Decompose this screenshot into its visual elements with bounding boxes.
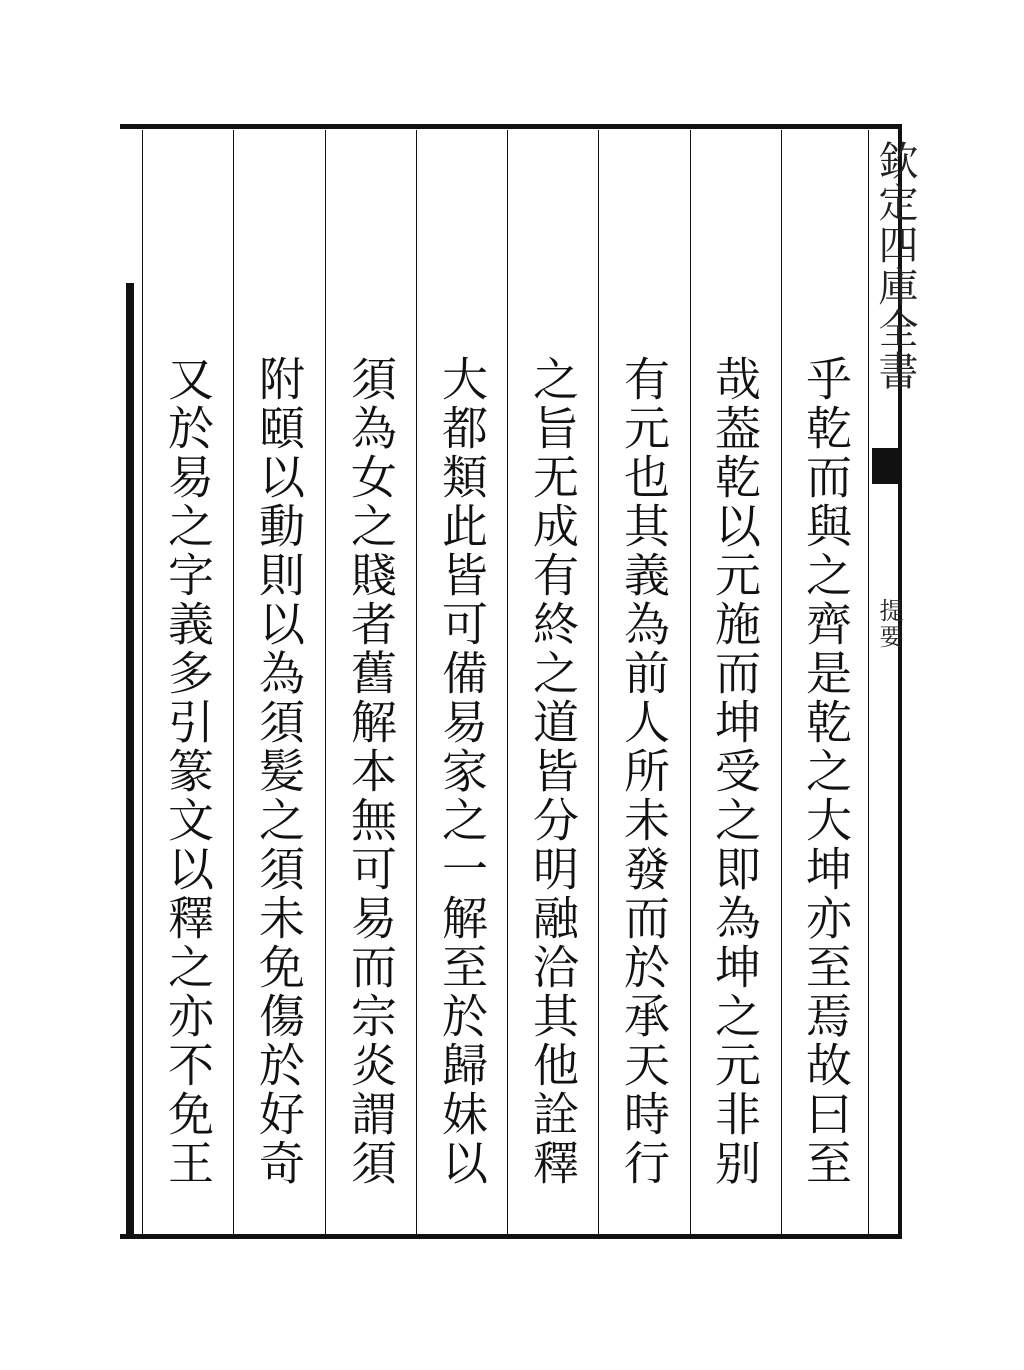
text-column-7: 附頤以動則以為須髪之須未免傷於好奇 [252, 355, 306, 1188]
text-column-3: 有元也其義為前人所未發而於承天時行 [617, 355, 671, 1188]
left-border [126, 283, 134, 1238]
column-divider [142, 130, 143, 1235]
column-divider [598, 130, 599, 1235]
text-column-6: 須為女之賤者舊解本無可易而宗炎謂須 [344, 355, 398, 1188]
text-column-2: 哉葢乾以元施而坤受之即為坤之元非别 [708, 355, 762, 1188]
bottom-border [120, 1234, 902, 1239]
margin-book-title: 欽定四庫全書 [872, 140, 918, 392]
text-column-5: 大都類此皆可備易家之一解至於歸妹以 [435, 355, 489, 1188]
top-border [120, 124, 902, 129]
text-column-1: 乎乾而與之齊是乾之大坤亦至焉故曰至 [799, 355, 853, 1188]
column-divider [690, 130, 691, 1235]
column-divider [416, 130, 417, 1235]
column-divider [868, 130, 869, 1235]
margin-fishtail-mark [872, 448, 902, 484]
text-column-8: 又於易之字義多引篆文以釋之亦不免王 [161, 355, 215, 1188]
column-divider [507, 130, 508, 1235]
column-divider [781, 130, 782, 1235]
text-column-4: 之旨无成有終之道皆分明融洽其他詮釋 [526, 355, 580, 1188]
column-divider [233, 130, 234, 1235]
column-divider [325, 130, 326, 1235]
margin-section-label: 提要 [875, 598, 903, 650]
